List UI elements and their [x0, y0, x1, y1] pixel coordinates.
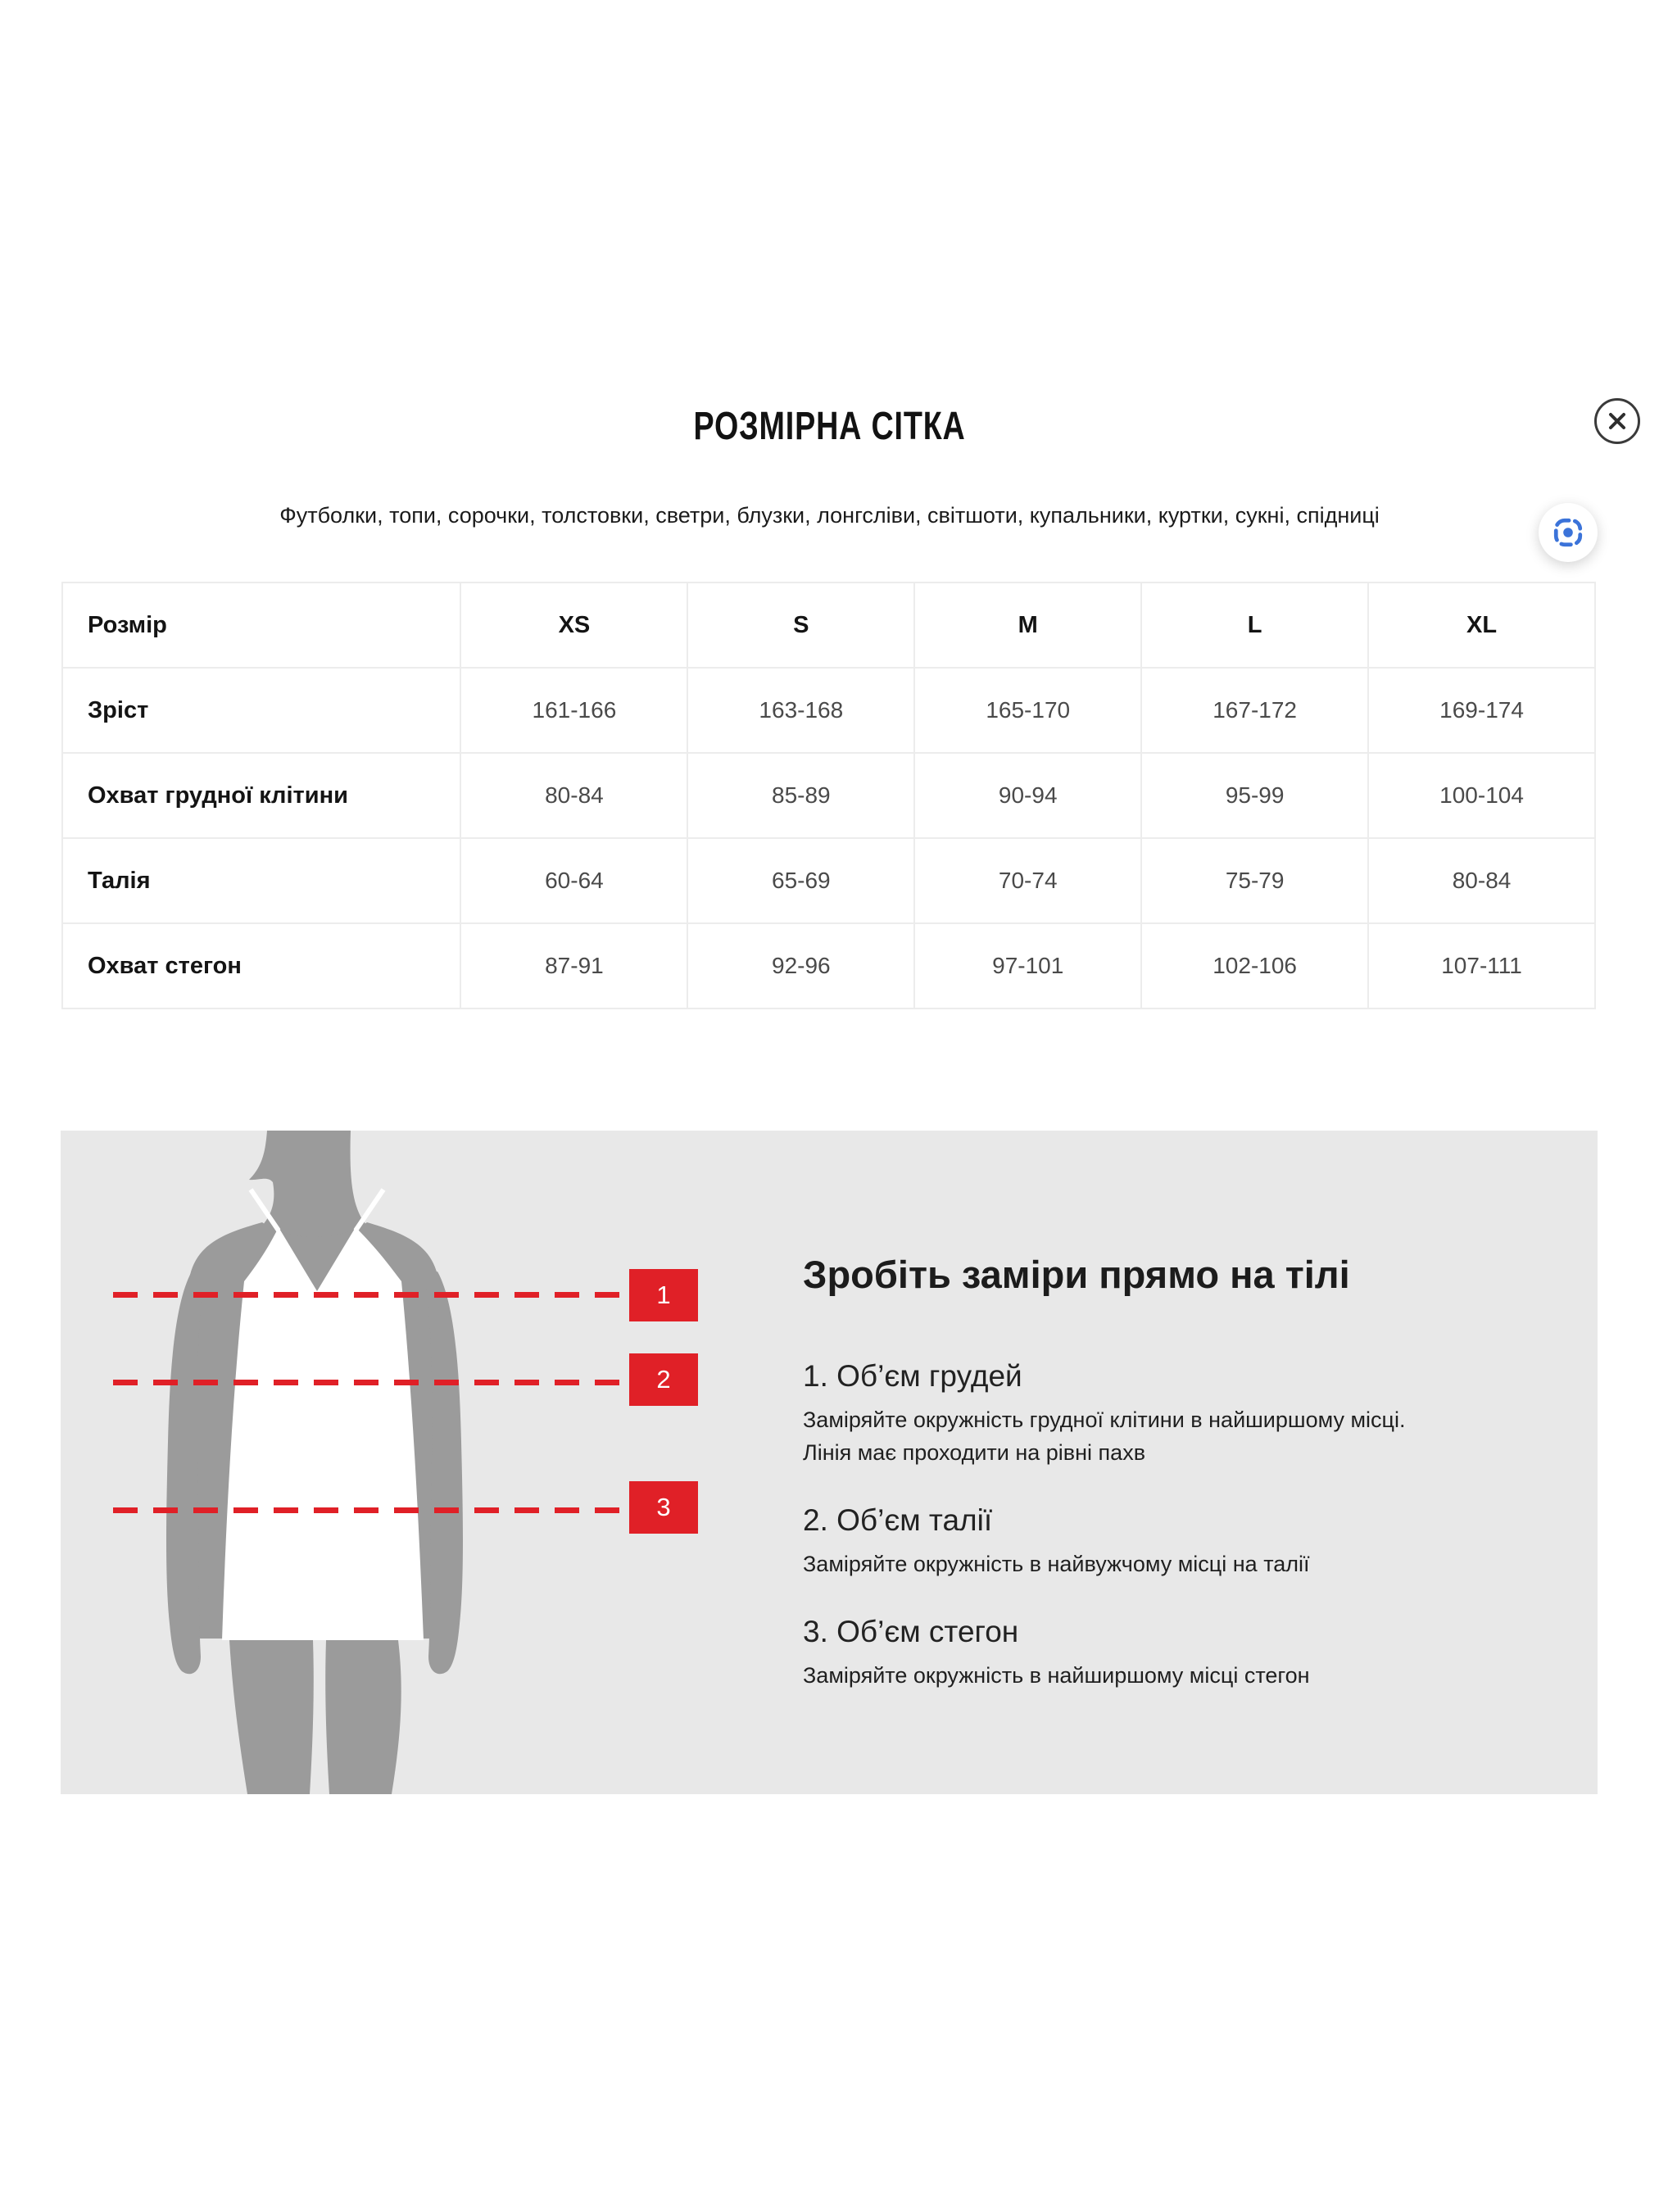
measure-instructions: [803, 1252, 1557, 1726]
table-row: [62, 838, 1595, 923]
page-title: РОЗМІРНА СІТКА: [693, 402, 966, 448]
column-header-xs: XS: [460, 582, 687, 668]
guide-section-title: 2. Об’єм талії: [803, 1503, 993, 1537]
cell-value: 102-106: [1141, 923, 1368, 1009]
table-row: [62, 753, 1595, 838]
cell-value: 90-94: [914, 753, 1141, 838]
cell-value: 92-96: [687, 923, 914, 1009]
measurement-panel: [61, 1131, 1598, 1794]
cell-value: 75-79: [1141, 838, 1368, 923]
column-header-xl: XL: [1368, 582, 1595, 668]
column-header-s: S: [687, 582, 914, 668]
cell-value: 85-89: [687, 753, 914, 838]
close-button[interactable]: [1594, 398, 1640, 444]
cell-value: 167-172: [1141, 668, 1368, 753]
cell-value: 70-74: [914, 838, 1141, 923]
column-header-m: M: [914, 582, 1141, 668]
guide-section-text: Заміряйте окружність грудної клітини в найширшому місці.: [803, 1407, 1406, 1432]
column-header-l: L: [1141, 582, 1368, 668]
cell-value: 80-84: [460, 753, 687, 838]
measure-line-1: [113, 1292, 629, 1298]
column-header-size: Розмір: [62, 582, 460, 668]
cell-value: 163-168: [687, 668, 914, 753]
table-row: [62, 668, 1595, 753]
guide-section-title: 3. Об’єм стегон: [803, 1615, 1019, 1648]
cell-value: 95-99: [1141, 753, 1368, 838]
size-table: [61, 582, 1596, 1009]
measure-line-2: [113, 1380, 629, 1385]
guide-section-chest: [803, 1359, 1557, 1469]
row-label-hips: Охват стегон: [62, 923, 460, 1009]
table-header-row: [62, 582, 1595, 668]
cell-value: 65-69: [687, 838, 914, 923]
measure-marker-2: 2: [629, 1353, 698, 1406]
cell-value: 100-104: [1368, 753, 1595, 838]
guide-section-waist: [803, 1503, 1557, 1580]
body-silhouette-illustration: [61, 1131, 519, 1794]
measure-line-3: [113, 1507, 629, 1513]
measure-marker-1: 1: [629, 1269, 698, 1321]
lens-icon: [1552, 516, 1584, 549]
table-row: [62, 923, 1595, 1009]
cell-value: 97-101: [914, 923, 1141, 1009]
category-subtitle: Футболки, топи, сорочки, толстовки, светри, блузки, лонгсліви, світшоти, купальники, куртки, сукні, спідниці: [279, 503, 1380, 528]
row-label-waist: Талія: [62, 838, 460, 923]
guide-section-text: Лінія має проходити на рівні пахв: [803, 1440, 1146, 1465]
measure-marker-3: 3: [629, 1481, 698, 1534]
cell-value: 161-166: [460, 668, 687, 753]
cell-value: 60-64: [460, 838, 687, 923]
guide-section-hips: [803, 1615, 1557, 1692]
cell-value: 87-91: [460, 923, 687, 1009]
guide-heading: Зробіть заміри прямо на тілі: [803, 1253, 1350, 1296]
close-icon: [1605, 409, 1630, 433]
guide-section-text: Заміряйте окружність в найвужчому місці на талії: [803, 1552, 1310, 1576]
cell-value: 169-174: [1368, 668, 1595, 753]
row-label-height: Зріст: [62, 668, 460, 753]
cell-value: 80-84: [1368, 838, 1595, 923]
cell-value: 107-111: [1368, 923, 1595, 1009]
guide-section-title: 1. Об’єм грудей: [803, 1359, 1022, 1393]
cell-value: 165-170: [914, 668, 1141, 753]
guide-section-text: Заміряйте окружність в найширшому місці стегон: [803, 1663, 1310, 1688]
row-label-chest: Охват грудної клітини: [62, 753, 460, 838]
screen-search-button[interactable]: [1539, 503, 1598, 562]
